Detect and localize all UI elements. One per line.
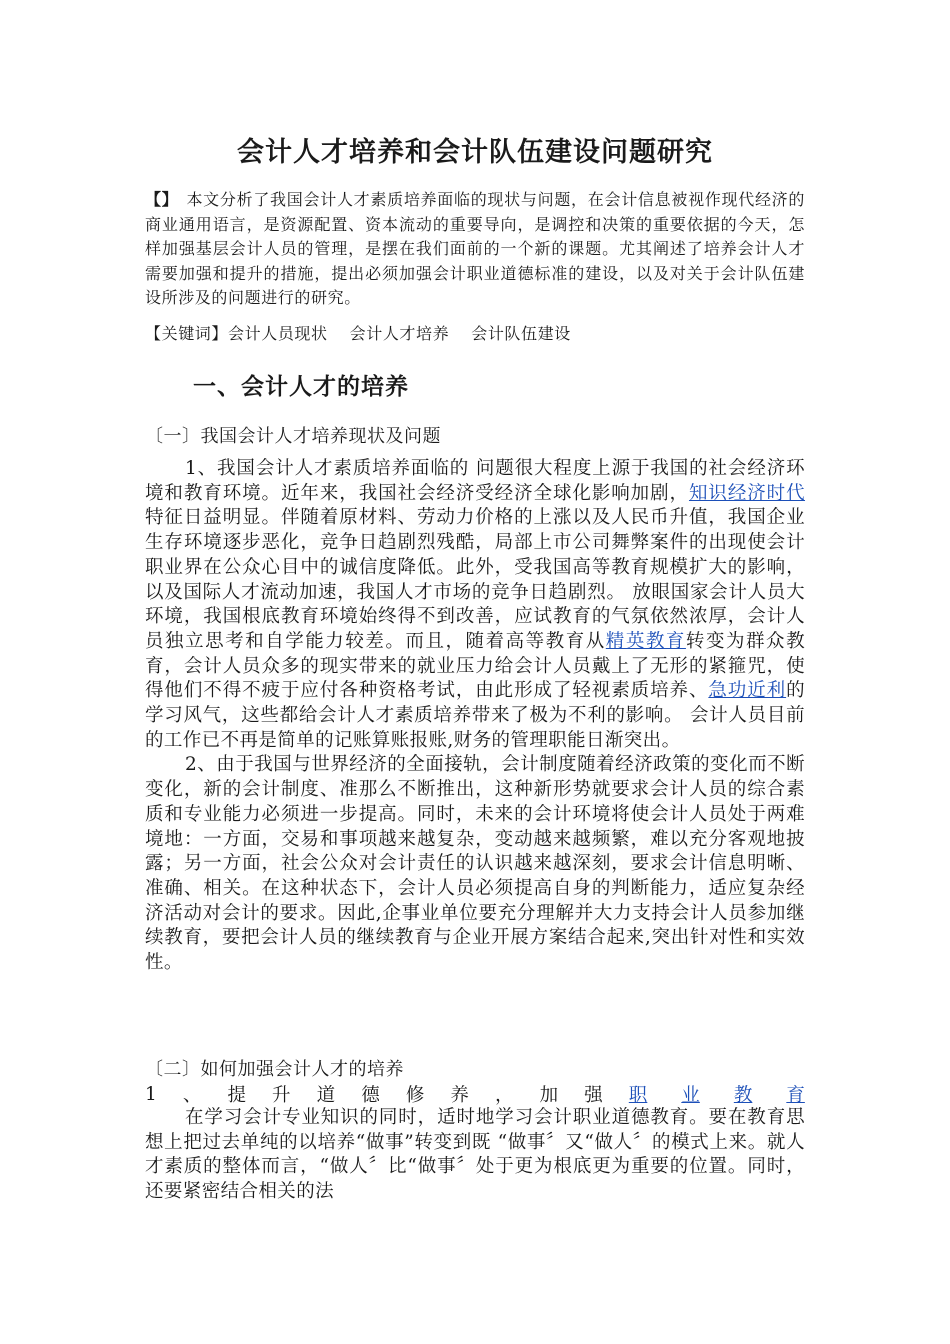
heading-char: 、 xyxy=(182,1085,202,1106)
heading-char: 修 xyxy=(405,1085,425,1106)
keyword-item: 会计队伍建设 xyxy=(471,324,571,343)
link-quick-success[interactable]: 急功近利 xyxy=(708,680,787,702)
heading-char: 强 xyxy=(584,1085,603,1106)
heading-char: 升 xyxy=(272,1085,291,1106)
keywords-label: 【关键词】 xyxy=(145,324,229,343)
paragraph-text: 转变为群众教育，会计人员众多的现实带来的就业压力给会计人员戴上了无形的紧箍咒，使得他们不得不疲于应付各种资格考试，由此形成了轻视素质培养、 xyxy=(145,630,805,702)
abstract-label: 【】 xyxy=(145,190,179,209)
paragraph xyxy=(145,457,805,753)
section-body xyxy=(145,1106,805,1205)
heading-char: ， xyxy=(495,1085,514,1106)
heading-char: 德 xyxy=(361,1085,380,1106)
link-char: 业 xyxy=(681,1085,700,1106)
heading-char: 1 xyxy=(145,1083,157,1105)
paragraph-text: 特征日益明显。伴随着原材料、劳动力价格的上涨以及人民币升值，我国企业生存环境逐步恶化，竞争日趋剧烈残酷，局部上市公司舞弊案件的出现使会计职业界在公众心目中的诚信度降低。此外，受我国高等教育规模扩大的影响，以及国际人才流动加速，我国人才市场的竞争日趋剧烈。 放眼国家会计人员大环境，我国根底教育环境始终得不到改善，应试教育的气氛依然浓厚，会计人员独立思考和自学能力较差。而且，随着高等教育从 xyxy=(145,507,805,652)
keyword-item: 会计人才培养 xyxy=(349,324,450,343)
section-heading: 一、会计人才的培养 xyxy=(193,374,409,400)
list-item-heading xyxy=(145,1081,805,1107)
heading-char: 道 xyxy=(316,1085,336,1106)
paragraph: 在学习会计专业知识的同时，适时地学习会计职业道德教育。要在教育思想上把过去单纯的以培养“做事”转变到既 “做事〞又“做人〞的模式上来。就人才素质的整体而言，“做人〞比“做事〞处于更为根底更为重要的位置。同时，还要紧密结合相关的法 xyxy=(145,1107,805,1203)
link-vocational-education[interactable] xyxy=(629,1081,805,1107)
paragraph-text: 1、我国会计人才素质培养面临的 问题很大程度上源于我国的社会经济环境和教育环境。近年来，我国社会经济受经济全球化影响加剧， xyxy=(145,458,805,504)
keywords xyxy=(145,322,805,346)
subsection-heading: 〔二〕如何加强会计人才的培养 xyxy=(145,1059,404,1080)
keyword-item: 会计人员现状 xyxy=(228,324,328,343)
heading-char: 提 xyxy=(227,1085,246,1106)
heading-char: 养 xyxy=(450,1085,469,1106)
link-char: 育 xyxy=(786,1085,805,1106)
abstract-text: 本文分析了我国会计人才素质培养面临的现状与问题，在会计信息被视作现代经济的商业通用语言，是资源配置、资本流动的重要导向，是调控和决策的重要依据的今天，怎样加强基层会计人员的管理，是摆在我们面前的一个新的课题。尤其阐述了培养会计人才需要加强和提升的措施，提出必须加强会计职业道德标准的建设，以及对关于会计队伍建设所涉及的问题进行的研究。 xyxy=(145,190,806,307)
link-elite-education[interactable]: 精英教育 xyxy=(605,630,686,652)
document-title: 会计人才培养和会计队伍建设问题研究 xyxy=(237,137,713,168)
heading-char: 加 xyxy=(539,1085,559,1106)
paragraph: 2、由于我国与世界经济的全面接轨，会计制度随着经济政策的变化而不断变化，新的会计制度、准那么不断推出，这种新形势就要求会计人员的综合素质和专业能力必须进一步提高。同时，未来的会计环境将使会计人员处于两难境地：一方面，交易和事项越来越复杂，变动越来越频繁，难以充分客观地披露；另一方面，社会公众对会计责任的认识越来越深刻，要求会计信息明晰、准确、相关。在这种状态下，会计人员必须提高自身的判断能力，适应复杂经济活动对会计的要求。因此,企事业单位要充分理解并大力支持会计人员参加继续教育，要把会计人员的继续教育与企业开展方案结合起来,突出针对性和实效性。 xyxy=(145,754,805,974)
paragraph-text: 的学习风气，这些都给会计人才素质培养带来了极为不利的影响。 会计人员目前的工作已不再是简单的记账算账报账,财务的管理职能日渐突出。 xyxy=(145,680,805,751)
link-knowledge-economy[interactable]: 知识经济时代 xyxy=(688,482,806,504)
abstract xyxy=(145,188,805,311)
section-body xyxy=(145,457,805,976)
link-char: 教 xyxy=(733,1085,753,1106)
link-char: 职 xyxy=(628,1085,648,1106)
subsection-heading: 〔一〕我国会计人才培养现状及问题 xyxy=(145,426,441,447)
